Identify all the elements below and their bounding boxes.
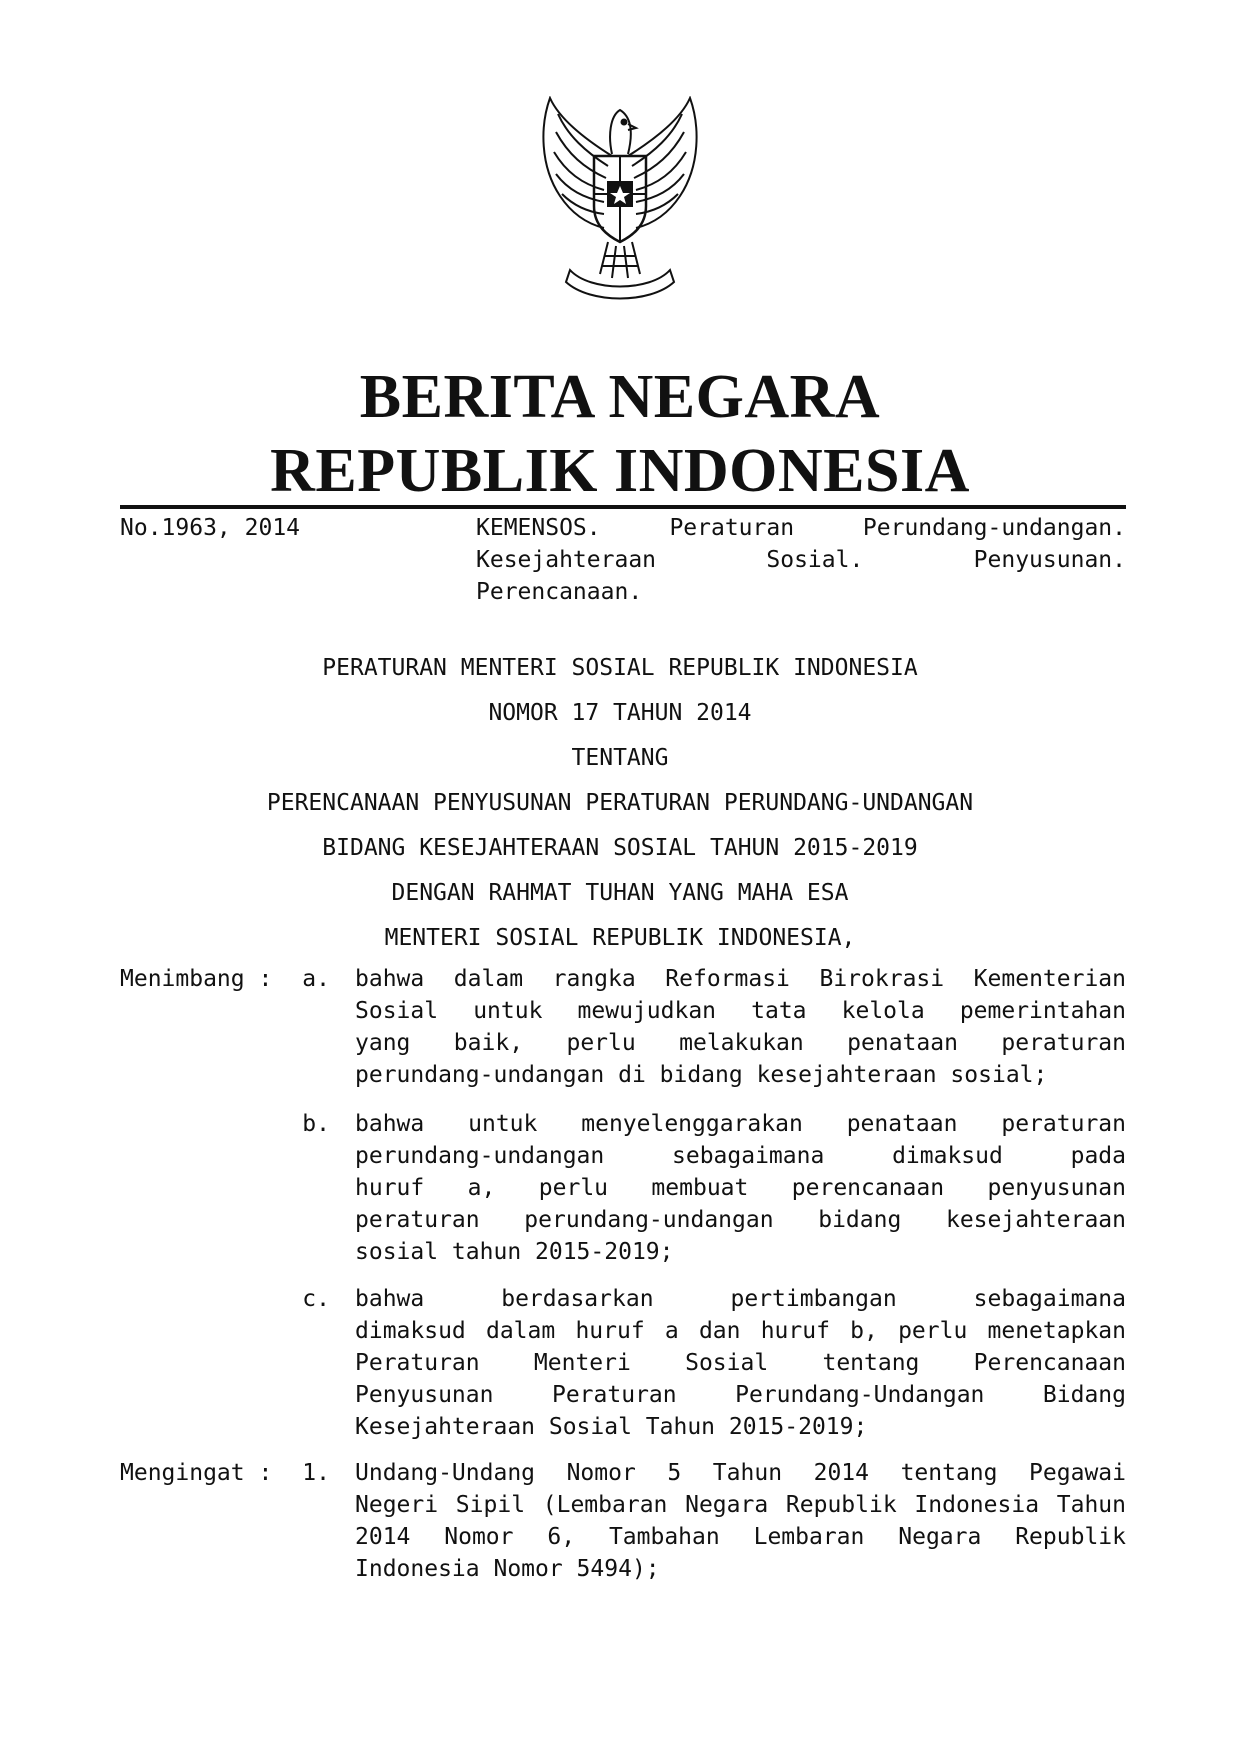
menimbang-item-c (355, 1283, 1126, 1443)
item-line: Sosial untuk mewujudkan tata kelola pemerintahan (355, 998, 1126, 1024)
item-marker: a. (302, 966, 330, 992)
item-line: Penyusunan Peraturan Perundang-Undangan Bidang (355, 1382, 1126, 1408)
item-marker: c. (302, 1286, 330, 1312)
header-divider (120, 505, 1126, 509)
item-line: perundang-undangan sebagaimana dimaksud pada (355, 1143, 1126, 1169)
item-line: bahwa berdasarkan pertimbangan sebagaimana (355, 1286, 1126, 1312)
regulation-subject-line1: PERENCANAAN PENYUSUNAN PERATURAN PERUNDANG-UNDANGAN (266, 790, 974, 816)
document-number: No.1963, 2014 (120, 515, 301, 541)
subject-line: Perencanaan. (476, 579, 643, 605)
regulation-title: PERATURAN MENTERI SOSIAL REPUBLIK INDONESIA (322, 655, 918, 681)
subject-line: KEMENSOS. Peraturan Perundang-undangan. (476, 515, 1126, 541)
mengingat-label: Mengingat : (120, 1460, 273, 1486)
item-line: huruf a, perlu membuat perencanaan penyusunan (355, 1175, 1126, 1201)
garuda-emblem (520, 96, 720, 306)
item-line: Indonesia Nomor 5494); (355, 1556, 660, 1582)
item-line: bahwa untuk menyelenggarakan penataan peraturan (355, 1111, 1126, 1137)
subject-line: Kesejahteraan Sosial. Penyusunan. (476, 547, 1126, 573)
item-line: bahwa dalam rangka Reformasi Birokrasi Kementerian (355, 966, 1126, 992)
menimbang-item-b (355, 1108, 1126, 1268)
regulation-number: NOMOR 17 TAHUN 2014 (488, 700, 752, 726)
item-line: Negeri Sipil (Lembaran Negara Republik Indonesia Tahun (355, 1492, 1126, 1518)
item-line: yang baik, perlu melakukan penataan peraturan (355, 1030, 1126, 1056)
mengingat-item-1 (355, 1457, 1126, 1585)
issuer: MENTERI SOSIAL REPUBLIK INDONESIA, (384, 925, 856, 951)
item-marker: 1. (302, 1460, 330, 1486)
item-line: dimaksud dalam huruf a dan huruf b, perlu menetapkan (355, 1318, 1126, 1344)
regulation-subject-line2: BIDANG KESEJAHTERAAN SOSIAL TAHUN 2015-2019 (322, 835, 918, 861)
masthead-subtitle: REPUBLIK INDONESIA (270, 437, 970, 505)
item-line: peraturan perundang-undangan bidang kesejahteraan (355, 1207, 1126, 1233)
item-marker: b. (302, 1111, 330, 1137)
subject-block (476, 512, 1126, 608)
regulation-about: TENTANG (571, 745, 669, 771)
item-line: Undang-Undang Nomor 5 Tahun 2014 tentang Pegawai (355, 1460, 1126, 1486)
item-line: Kesejahteraan Sosial Tahun 2015-2019; (355, 1414, 868, 1440)
item-line: perundang-undangan di bidang kesejahteraan sosial; (355, 1062, 1048, 1088)
menimbang-label: Menimbang : (120, 966, 273, 992)
item-line: sosial tahun 2015-2019; (355, 1239, 674, 1265)
invocation: DENGAN RAHMAT TUHAN YANG MAHA ESA (391, 880, 849, 906)
item-line: 2014 Nomor 6, Tambahan Lembaran Negara Republik (355, 1524, 1126, 1550)
menimbang-item-a (355, 963, 1126, 1091)
masthead-title: BERITA NEGARA (359, 363, 881, 431)
item-line: Peraturan Menteri Sosial tentang Perencanaan (355, 1350, 1126, 1376)
